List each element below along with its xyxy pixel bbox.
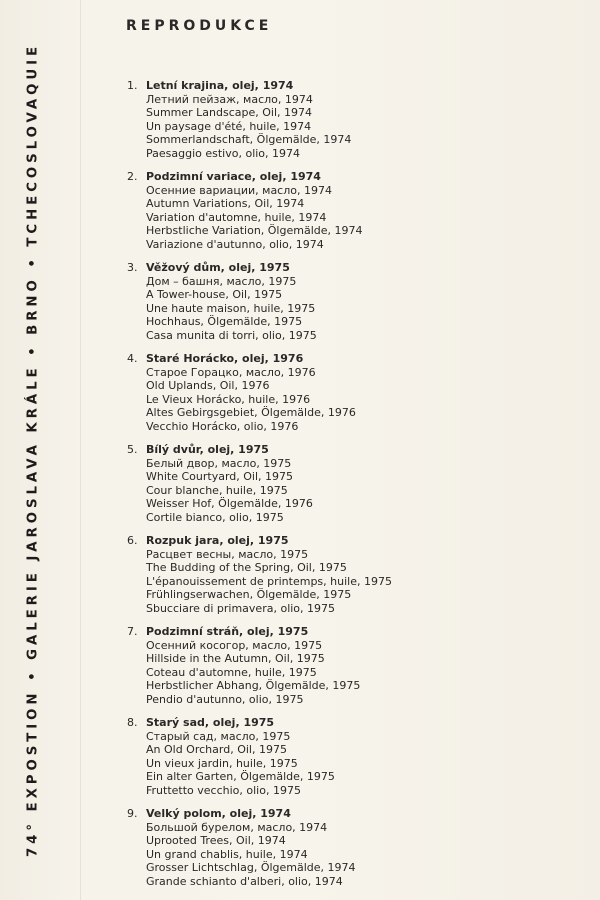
item-number: 8. bbox=[127, 716, 138, 729]
list-item bbox=[127, 170, 587, 261]
item-title: Staré Horácko, olej, 1976 bbox=[146, 352, 304, 365]
item-translation-it: Vecchio Horácko, olio, 1976 bbox=[146, 419, 299, 433]
item-translation-ru: Старое Горацко, масло, 1976 bbox=[146, 365, 316, 379]
item-lines bbox=[146, 807, 586, 889]
item-title: Letní krajina, olej, 1974 bbox=[146, 79, 294, 92]
item-translation-en: Summer Landscape, Oil, 1974 bbox=[146, 106, 313, 120]
list-item bbox=[127, 716, 587, 807]
list-item bbox=[127, 625, 587, 716]
item-translation-en: A Tower-house, Oil, 1975 bbox=[146, 288, 283, 302]
item-title: Velký polom, olej, 1974 bbox=[146, 807, 291, 820]
list-item bbox=[127, 79, 587, 170]
item-title: Podzimní variace, olej, 1974 bbox=[146, 170, 321, 183]
item-lines bbox=[146, 261, 586, 343]
list-item bbox=[127, 807, 587, 898]
spine-text: 74° EXPOSTION • GALERIE JAROSLAVA KRÁLE • BRNO • TCHECOSLOVAQUIE bbox=[25, 42, 41, 858]
item-translation-de: Altes Gebirgsgebiet, Ölgemälde, 1976 bbox=[146, 406, 356, 420]
item-translation-it: Fruttetto vecchio, olio, 1975 bbox=[146, 783, 301, 797]
item-lines bbox=[146, 443, 586, 525]
item-translation-ru: Большой бурелом, масло, 1974 bbox=[146, 820, 328, 834]
item-number: 3. bbox=[127, 261, 138, 274]
item-number: 1. bbox=[127, 79, 138, 92]
item-translation-en: White Courtyard, Oil, 1975 bbox=[146, 470, 294, 484]
item-translation-de: Herbstliche Variation, Ölgemälde, 1974 bbox=[146, 224, 363, 238]
item-title: Věžový dům, olej, 1975 bbox=[146, 261, 290, 274]
list-item bbox=[127, 534, 587, 625]
page-fold-line bbox=[80, 0, 81, 900]
item-translation-ru: Белый двор, масло, 1975 bbox=[146, 456, 292, 470]
item-lines bbox=[146, 534, 586, 616]
item-translation-en: An Old Orchard, Oil, 1975 bbox=[146, 743, 287, 757]
item-translation-fr: Un vieux jardin, huile, 1975 bbox=[146, 756, 298, 770]
item-translation-en: Autumn Variations, Oil, 1974 bbox=[146, 197, 305, 211]
item-translation-ru: Осенние вариации, масло, 1974 bbox=[146, 183, 332, 197]
item-translation-fr: Cour blanche, huile, 1975 bbox=[146, 483, 288, 497]
item-translation-de: Herbstlicher Abhang, Ölgemälde, 1975 bbox=[146, 679, 361, 693]
item-number: 2. bbox=[127, 170, 138, 183]
item-translation-en: Uprooted Trees, Oil, 1974 bbox=[146, 834, 286, 848]
item-title: Podzimní stráň, olej, 1975 bbox=[146, 625, 309, 638]
item-translation-fr: Variation d'automne, huile, 1974 bbox=[146, 210, 327, 224]
list-item bbox=[127, 443, 587, 534]
item-translation-it: Variazione d'autunno, olio, 1974 bbox=[146, 237, 324, 251]
item-translation-fr: Un grand chablis, huile, 1974 bbox=[146, 847, 308, 861]
item-translation-it: Paesaggio estivo, olio, 1974 bbox=[146, 146, 301, 160]
reproductions-list bbox=[127, 79, 587, 898]
item-lines bbox=[146, 79, 586, 161]
item-title: Rozpuk jara, olej, 1975 bbox=[146, 534, 289, 547]
item-translation-de: Hochhaus, Ölgemälde, 1975 bbox=[146, 315, 303, 329]
item-translation-ru: Расцвет весны, масло, 1975 bbox=[146, 547, 309, 561]
item-translation-de: Grosser Lichtschlag, Ölgemälde, 1974 bbox=[146, 861, 356, 875]
item-translation-de: Frühlingserwachen, Ölgemälde, 1975 bbox=[146, 588, 352, 602]
item-translation-de: Weisser Hof, Ölgemälde, 1976 bbox=[146, 497, 313, 511]
item-lines bbox=[146, 170, 586, 252]
item-translation-it: Casa munita di torri, olio, 1975 bbox=[146, 328, 317, 342]
item-translation-ru: Старый сад, масло, 1975 bbox=[146, 729, 291, 743]
item-number: 4. bbox=[127, 352, 138, 365]
item-number: 5. bbox=[127, 443, 138, 456]
item-number: 6. bbox=[127, 534, 138, 547]
item-translation-it: Sbucciare di primavera, olio, 1975 bbox=[146, 601, 336, 615]
item-translation-de: Sommerlandschaft, Ölgemälde, 1974 bbox=[146, 133, 352, 147]
list-item bbox=[127, 352, 587, 443]
item-translation-ru: Осенний косогор, масло, 1975 bbox=[146, 638, 323, 652]
item-title: Starý sad, olej, 1975 bbox=[146, 716, 275, 729]
item-translation-ru: Дом – башня, масло, 1975 bbox=[146, 274, 297, 288]
item-lines bbox=[146, 716, 586, 798]
item-lines bbox=[146, 625, 586, 707]
item-translation-ru: Летний пейзаж, масло, 1974 bbox=[146, 92, 313, 106]
item-translation-it: Cortile bianco, olio, 1975 bbox=[146, 510, 284, 524]
item-translation-fr: L'épanouissement de printemps, huile, 1975 bbox=[146, 574, 392, 588]
item-translation-it: Pendio d'autunno, olio, 1975 bbox=[146, 692, 304, 706]
item-translation-en: The Budding of the Spring, Oil, 1975 bbox=[146, 561, 347, 575]
item-translation-en: Old Uplands, Oil, 1976 bbox=[146, 379, 270, 393]
item-number: 9. bbox=[127, 807, 138, 820]
page-title: REPRODUKCE bbox=[126, 18, 273, 34]
item-number: 7. bbox=[127, 625, 138, 638]
item-title: Bílý dvůr, olej, 1975 bbox=[146, 443, 269, 456]
item-translation-fr: Le Vieux Horácko, huile, 1976 bbox=[146, 392, 311, 406]
item-translation-de: Ein alter Garten, Ölgemälde, 1975 bbox=[146, 770, 335, 784]
item-translation-fr: Une haute maison, huile, 1975 bbox=[146, 301, 316, 315]
list-item bbox=[127, 261, 587, 352]
item-translation-it: Grande schianto d'alberi, olio, 1974 bbox=[146, 874, 343, 888]
spine-column bbox=[4, 0, 62, 900]
item-translation-fr: Coteau d'automne, huile, 1975 bbox=[146, 665, 317, 679]
item-lines bbox=[146, 352, 586, 434]
item-translation-en: Hillside in the Autumn, Oil, 1975 bbox=[146, 652, 325, 666]
item-translation-fr: Un paysage d'été, huile, 1974 bbox=[146, 119, 312, 133]
